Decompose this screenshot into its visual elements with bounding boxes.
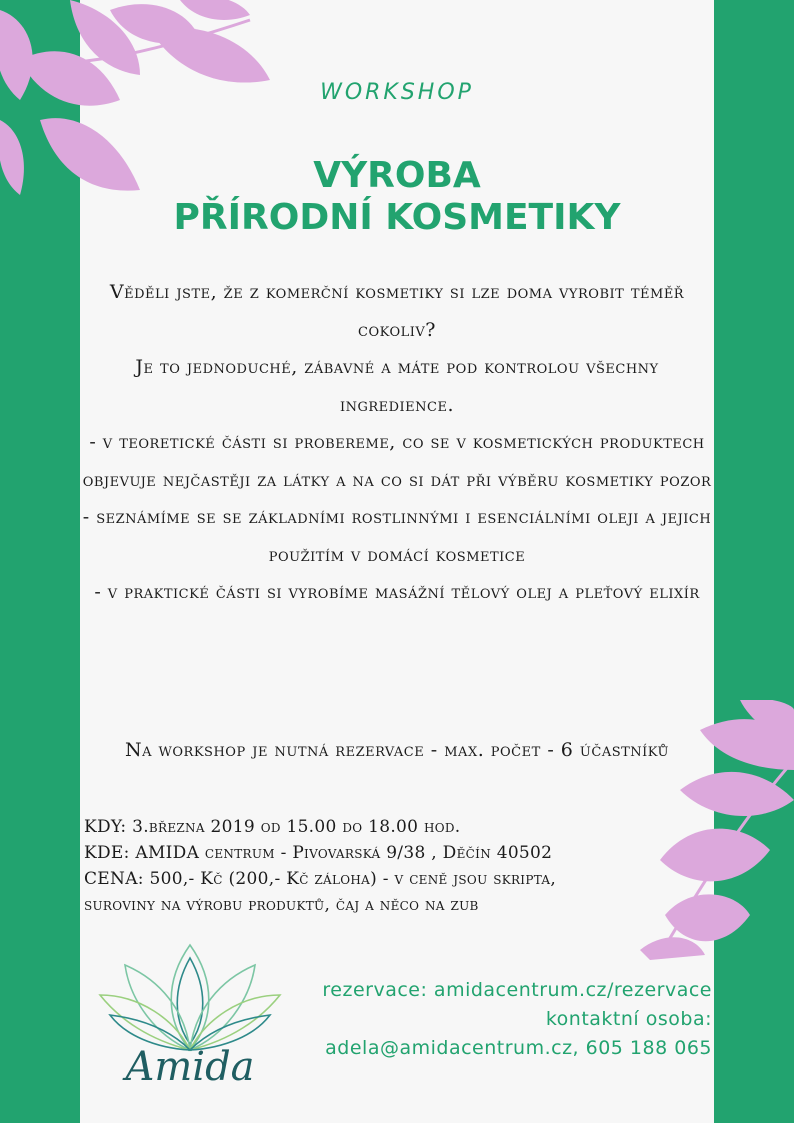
description-line: - v praktické části si vyrobíme masážní tělový olej a pleťový elixír: [94, 581, 700, 603]
detail-where: KDE: AMIDA centrum - Pivovarská 9/38 , Děčín 40502: [84, 843, 553, 863]
detail-price-cont: suroviny na výrobu produktů, čaj a něco na zub: [84, 895, 479, 915]
description-line: Je to jednoduché, zábavné a máte pod kontrolou všechny ingredience.: [135, 356, 659, 416]
description: [80, 274, 714, 612]
description-line: Věděli jste, že z komerční kosmetiky si lze doma vyrobit téměř cokoliv?: [109, 281, 685, 341]
contact-reservation-link[interactable]: rezervace: amidacentrum.cz/rezervace: [322, 979, 712, 1001]
description-line: - seznámíme se se základními rostlinnými i esenciálními oleji a jejich použitím v domácí kosmetice: [82, 506, 712, 566]
event-details: [84, 814, 644, 918]
contact-person[interactable]: adela@amidacentrum.cz, 605 188 065: [325, 1037, 712, 1059]
contact-person-label: kontaktní osoba:: [545, 1008, 712, 1030]
eyebrow-workshop: WORKSHOP: [320, 80, 474, 105]
amida-logo-icon: [95, 940, 285, 1090]
contact-block: [322, 976, 712, 1063]
detail-price: CENA: 500,- Kč (200,- Kč záloha) - v ceně jsou skripta,: [84, 869, 557, 889]
page-title: [0, 155, 794, 239]
detail-when: KDY: 3.března 2019 od 15.00 do 18.00 hod.: [84, 817, 461, 837]
title-line-2: PŘÍRODNÍ KOSMETIKY: [173, 197, 621, 238]
description-line: - v teoretické části si probereme, co se v kosmetických produktech objevuje nejčastěji za látky a na co si dát při výběru kosmetiky pozor: [82, 431, 712, 491]
title-line-1: VÝROBA: [313, 155, 481, 196]
reservation-note: Na workshop je nutná rezervace - max. počet - 6 účastníků: [124, 739, 669, 761]
logo-text: Amida: [125, 1044, 255, 1090]
